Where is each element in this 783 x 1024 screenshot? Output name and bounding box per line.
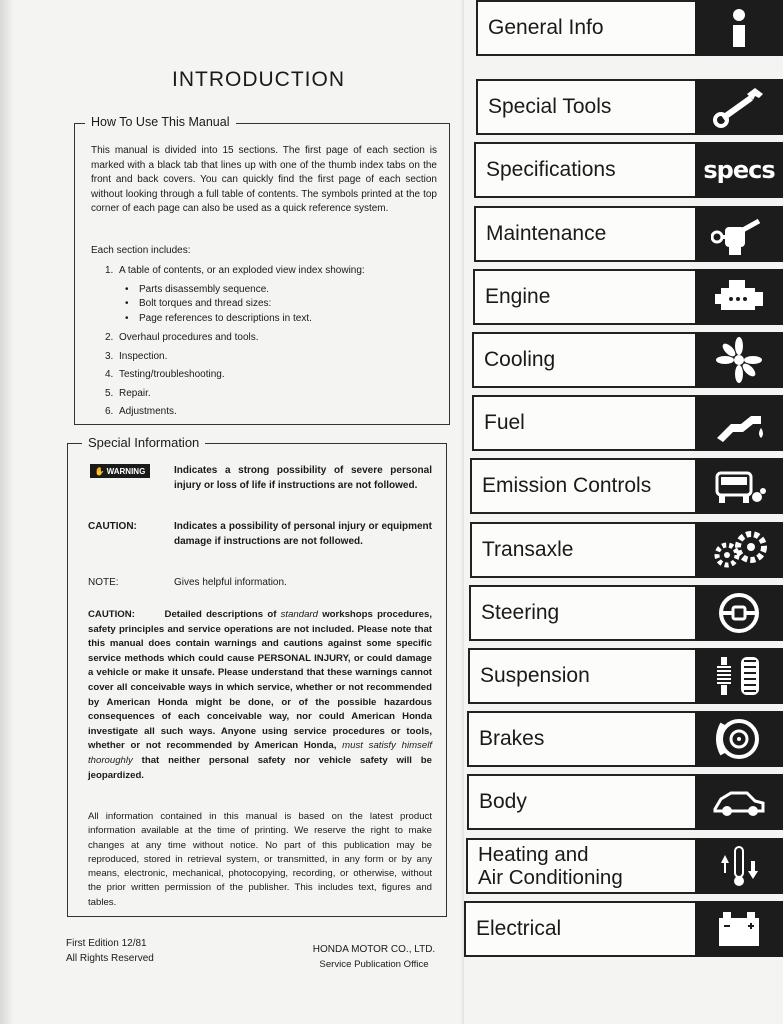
tab-label: Body [467, 774, 695, 830]
tab-suspension[interactable] [468, 648, 783, 704]
list-item: 5. Repair. [105, 387, 151, 399]
tab-emission-controls[interactable] [470, 458, 783, 514]
hand-wrench-icon [711, 211, 767, 257]
thermometer-icon [711, 843, 767, 889]
each-section-heading: Each section includes: [91, 245, 191, 256]
section-includes-list [105, 264, 425, 424]
tab-label: Cooling [472, 332, 695, 388]
note-key: NOTE: [88, 577, 119, 588]
tab-cooling[interactable] [472, 332, 783, 388]
wrench-icon [711, 84, 767, 130]
tab-body[interactable] [467, 774, 783, 830]
caution-description: Indicates a possibility of personal injury or equipment damage if instructions are not followed. [174, 521, 432, 547]
how-to-use-label: How To Use This Manual [85, 115, 236, 129]
tab-engine[interactable] [473, 269, 783, 325]
shock-tire-icon [711, 653, 767, 699]
tab-label: General Info [476, 0, 695, 56]
tab-steering[interactable] [469, 585, 783, 641]
edition-info: First Edition 12/81 All Rights Reserved [66, 938, 154, 964]
tab-label: Special Tools [476, 79, 695, 135]
list-item: 3. Inspection. [105, 350, 168, 362]
warning-description: Indicates a strong possibility of severe personal injury or loss of life if instructions are not followed. [174, 465, 432, 491]
tab-label: Suspension [468, 648, 695, 704]
warning-tag: ✋ WARNING [90, 464, 150, 478]
tab-transaxle[interactable] [470, 522, 783, 578]
list-item: 2. Overhaul procedures and tools. [105, 332, 259, 343]
list-item: 1. A table of contents, or an exploded view index showing: [105, 265, 365, 276]
brake-disc-icon [711, 716, 767, 762]
sub-list-item: • Parts disassembly sequence. [125, 283, 270, 295]
note-description: Gives helpful information. [174, 577, 287, 588]
tab-label: Steering [469, 585, 695, 641]
fan-icon [711, 337, 767, 383]
tab-label: Emission Controls [470, 458, 695, 514]
car-exhaust-icon [711, 463, 767, 509]
list-item: 4. Testing/troubleshooting. [105, 369, 225, 380]
warning-hand-icon: ✋ [94, 466, 105, 476]
sub-list-item: • Page references to descriptions in text. [125, 312, 312, 324]
caution-key: CAUTION: [88, 521, 137, 532]
tab-label: Specifications [474, 142, 695, 198]
tab-label: Maintenance [474, 206, 695, 262]
tab-maintenance[interactable] [474, 206, 783, 262]
battery-icon [711, 906, 767, 952]
tab-label: Engine [473, 269, 695, 325]
tab-label: Fuel [472, 395, 695, 451]
engine-icon [711, 274, 767, 320]
tab-electrical[interactable] [464, 901, 783, 957]
page-edge-shadow [0, 0, 14, 1024]
how-to-use-box [74, 115, 450, 425]
tab-label: Transaxle [470, 522, 695, 578]
car-body-icon [711, 779, 767, 825]
tab-specifications[interactable] [474, 142, 783, 198]
specs-icon: specs [703, 156, 775, 184]
tab-general-info[interactable] [476, 0, 783, 56]
how-to-use-paragraph: This manual is divided into 15 sections. The first page of each section is marked with a black tab that lines up with one of the thumb index tabs on the front and back covers. You can quickly find the first page of each section without looking through a full table of contents. The symbols printed at the top corner of each page can also be used as a quick reference system. [91, 145, 437, 214]
section-tabs [464, 0, 783, 960]
page-title: INTRODUCTION [172, 68, 345, 91]
steering-wheel-icon [711, 590, 767, 636]
gears-icon [711, 527, 767, 573]
tab-special-tools[interactable] [476, 79, 783, 135]
tab-label: Brakes [467, 711, 695, 767]
caution-paragraph: CAUTION: Detailed descriptions of standard workshops procedures, safety principles and service operations are not included. Please note that this manual does contain warnings and cautions against some specific service methods which could cause PERSONAL INJURY, or could damage a vehicle or make it unsafe. Please understand that these warnings cannot cover all conceivable ways in which service, whether or not recommended by American Honda might be done, or of the possible hazardous consequences of each conceivable way, nor could American Honda investigate all such ways. Anyone using service procedures or tools, whether or not recommended by American Honda, must satisfy himself thoroughly that neither personal safety nor vehicle safety will be jeopardized. [88, 609, 432, 781]
sub-list [125, 283, 425, 327]
tab-heating-air-conditioning[interactable] [466, 838, 783, 894]
fuel-nozzle-icon [711, 400, 767, 446]
special-information-box [67, 435, 447, 917]
copyright-paragraph: All information contained in this manual is based on the latest product information available at the time of printing. We reserve the right to make changes at any time without notice. No part of this publication may be reproduced, stored in retrieval system, or transmitted, in any form or by any means, electronic, mechanical, photocopying, recording, or otherwise, without the prior written permission of the publisher. This includes text, figures and tables. [88, 811, 432, 908]
info-icon [711, 5, 767, 51]
special-information-label: Special Information [82, 435, 205, 450]
tab-fuel[interactable] [472, 395, 783, 451]
tab-label: Electrical [464, 901, 695, 957]
tab-label: Heating and Air Conditioning [466, 838, 695, 894]
sub-list-item: • Bolt torques and thread sizes: [125, 298, 272, 309]
list-item: 6. Adjustments. [105, 406, 177, 417]
tab-brakes[interactable] [467, 711, 783, 767]
publisher-info: HONDA MOTOR CO., LTD. Service Publication Office [312, 944, 436, 970]
